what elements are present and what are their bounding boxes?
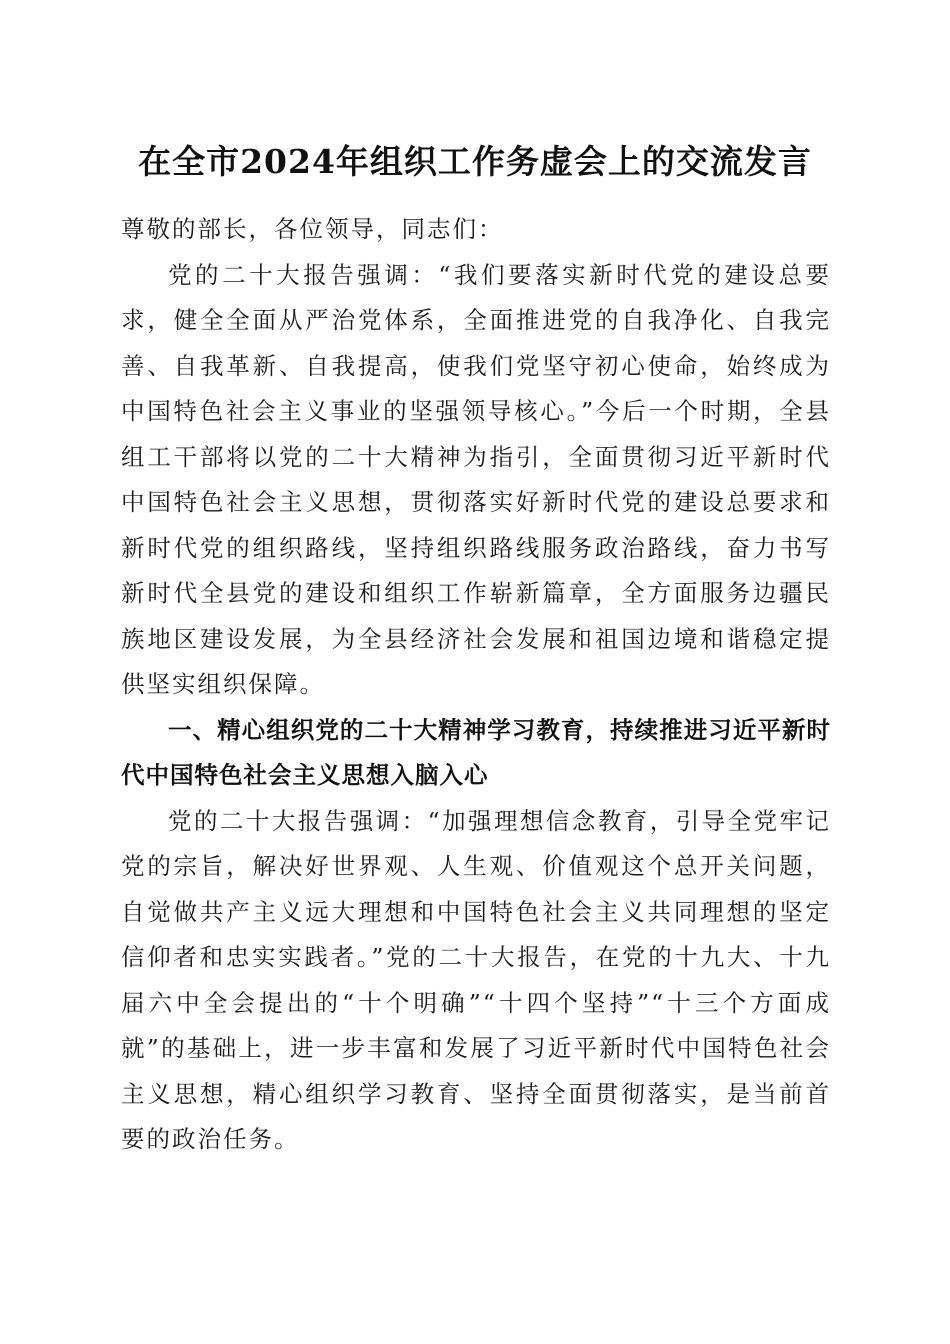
section-heading-1: 一、精心组织党的二十大精神学习教育，持续推进习近平新时代中国特色社会主义思想入脑入心: [121, 715, 831, 789]
intro-paragraph: 党的二十大报告强调：“我们要落实新时代党的建设总要求，健全全面从严治党体系，全面推进党的自我净化、自我完善、自我革新、自我提高，使我们党坚守初心使命，始终成为中国特色社会主义事业的坚强领导核心。”今后一个时期，全县组工干部将以党的二十大精神为指引，全面贯彻习近平新时代中国特色社会主义思想，贯彻落实好新时代党的建设总要求和新时代党的组织路线，坚持组织路线服务政治路线，奋力书写新时代全县党的建设和组织工作崭新篇章，全方面服务边疆民族地区建设发展，为全县经济社会发展和祖国边境和谐稳定提供坚实组织保障。: [121, 260, 831, 698]
salutation: 尊敬的部长，各位领导，同志们：: [121, 215, 504, 243]
document-title: 在全市2024年组织工作务虚会上的交流发言: [138, 142, 812, 181]
section-1-paragraph: 党的二十大报告强调：“加强理想信念教育，引导全党牢记党的宗旨，解决好世界观、人生观、价值观这个总开关问题，自觉做共产主义远大理想和中国特色社会主义共同理想的坚定信仰者和忠实实践者。”党的二十大报告，在党的十九大、十九届六中全会提出的“十个明确”“十四个坚持”“十三个方面成就”的基础上，进一步丰富和发展了习近平新时代中国特色社会主义思想，精心组织学习教育、坚持全面贯彻落实，是当前首要的政治任务。: [121, 806, 831, 1153]
document-body: [121, 207, 831, 1163]
